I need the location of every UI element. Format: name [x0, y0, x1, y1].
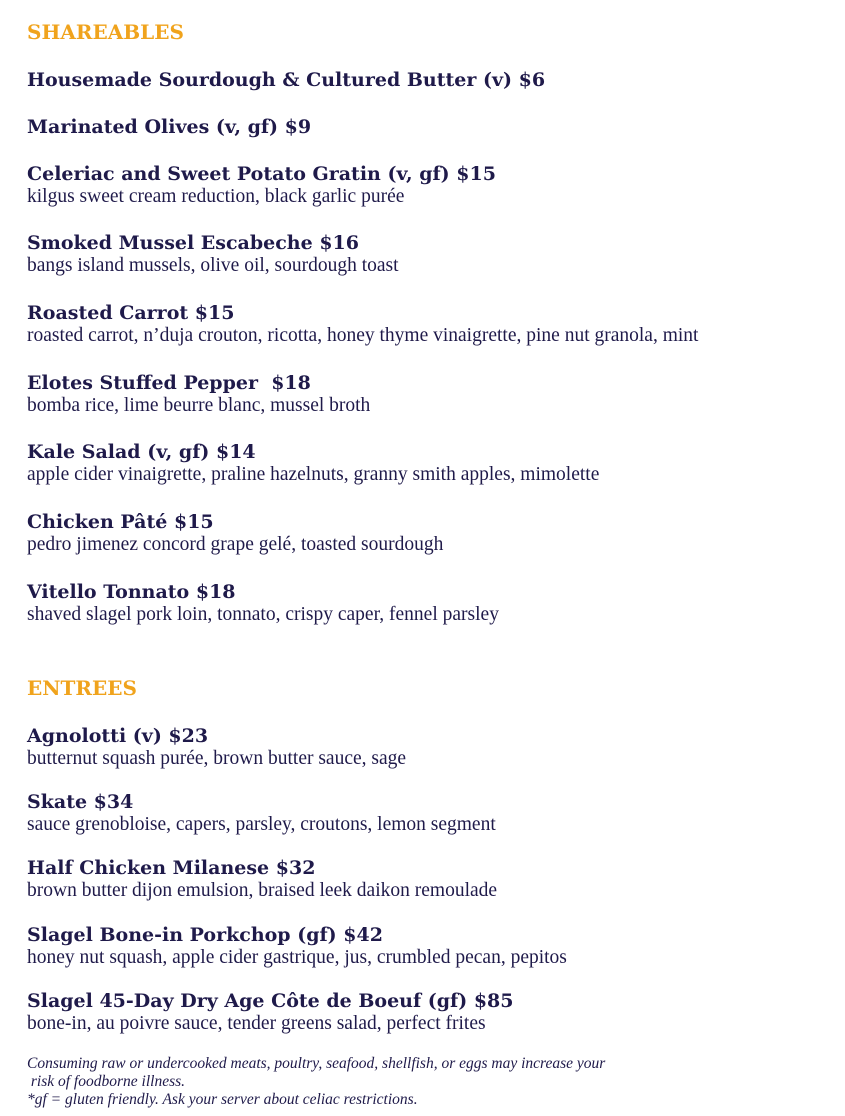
section-title: ENTREES [27, 676, 137, 700]
menu-item [27, 68, 545, 92]
menu-item [27, 301, 698, 347]
item-description: honey nut squash, apple cider gastrique, jus, crumbled pecan, pepitos [27, 947, 567, 968]
menu-item [27, 440, 599, 486]
menu-item [27, 231, 399, 277]
item-name: Marinated Olives (v, gf) $9 [27, 116, 312, 138]
section-shareables [27, 20, 184, 44]
menu-item [27, 115, 311, 139]
item-name: Roasted Carrot $15 [27, 302, 235, 324]
menu-item [27, 371, 370, 417]
item-description: brown butter dijon emulsion, braised leek daikon remoulade [27, 880, 498, 901]
item-description: apple cider vinaigrette, praline hazelnuts, granny smith apples, mimolette [27, 464, 600, 485]
menu-item [27, 856, 497, 902]
item-description: roasted carrot, n’duja crouton, ricotta, honey thyme vinaigrette, pine nut granola, mint [27, 325, 699, 346]
menu-item [27, 989, 514, 1035]
item-name: Chicken Pâté $15 [27, 511, 214, 533]
menu-item [27, 580, 499, 626]
item-name: Agnolotti (v) $23 [27, 725, 209, 747]
menu-item [27, 162, 496, 208]
item-name: Slagel 45-Day Dry Age Côte de Boeuf (gf) $85 [27, 990, 514, 1012]
item-description: bomba rice, lime beurre blanc, mussel broth [27, 395, 371, 416]
disclaimer-line: Consuming raw or undercooked meats, poultry, seafood, shellfish, or eggs may increase your [27, 1055, 606, 1072]
item-description: bone-in, au poivre sauce, tender greens salad, perfect frites [27, 1013, 486, 1034]
item-description: sauce grenobloise, capers, parsley, croutons, lemon segment [27, 814, 496, 835]
disclaimer-line: risk of foodborne illness. [27, 1073, 186, 1090]
menu-item [27, 724, 406, 770]
item-name: Kale Salad (v, gf) $14 [27, 441, 256, 463]
menu-item [27, 510, 443, 556]
item-name: Skate $34 [27, 791, 134, 813]
disclaimer-line: *gf = gluten friendly. Ask your server about celiac restrictions. [27, 1091, 418, 1108]
item-name: Smoked Mussel Escabeche $16 [27, 232, 359, 254]
item-description: pedro jimenez concord grape gelé, toasted sourdough [27, 534, 444, 555]
item-description: bangs island mussels, olive oil, sourdough toast [27, 255, 399, 276]
item-name: Half Chicken Milanese $32 [27, 857, 316, 879]
section-title: SHAREABLES [27, 20, 184, 44]
disclaimer [27, 1055, 605, 1109]
item-description: shaved slagel pork loin, tonnato, crispy caper, fennel parsley [27, 604, 499, 625]
item-name: Celeriac and Sweet Potato Gratin (v, gf) $15 [27, 163, 496, 185]
menu-item [27, 790, 496, 836]
menu-item [27, 923, 567, 969]
item-description: kilgus sweet cream reduction, black garlic purée [27, 186, 405, 207]
item-name: Vitello Tonnato $18 [27, 581, 236, 603]
item-name: Slagel Bone-in Porkchop (gf) $42 [27, 924, 383, 946]
item-name: Housemade Sourdough & Cultured Butter (v) $6 [27, 69, 546, 91]
item-name: Elotes Stuffed Pepper $18 [27, 372, 311, 394]
section-entrees [27, 676, 137, 700]
item-description: butternut squash purée, brown butter sauce, sage [27, 748, 407, 769]
